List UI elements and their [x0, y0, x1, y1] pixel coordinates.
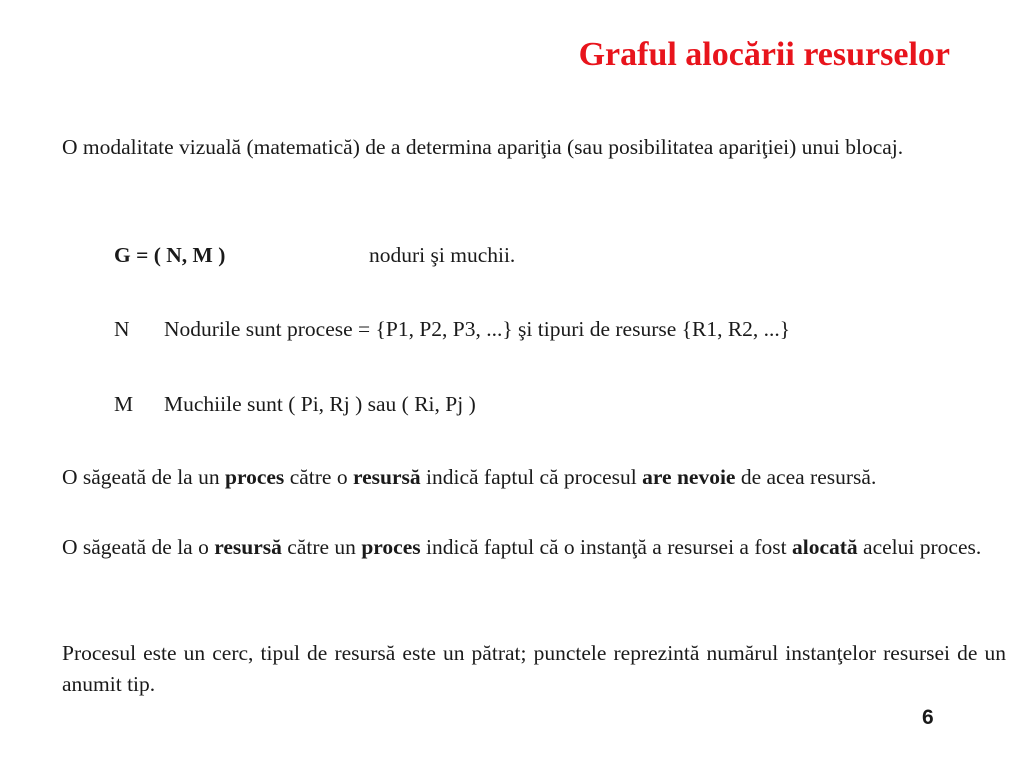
page-number: 6	[922, 706, 934, 729]
assignment-edge-text-4: acelui proces.	[857, 535, 982, 559]
assignment-edge-paragraph	[62, 532, 1006, 563]
request-edge-text-1: O săgeată de la un	[62, 465, 225, 489]
request-edge-bold-3: are nevoie	[642, 465, 736, 489]
assignment-edge-text-1: O săgeată de la o	[62, 535, 215, 559]
request-edge-paragraph	[62, 462, 1006, 493]
request-edge-text-2: către o	[284, 465, 353, 489]
edges-description: Muchiile sunt ( Pi, Rj ) sau ( Ri, Pj )	[164, 392, 476, 416]
nodes-letter: N	[114, 317, 130, 341]
request-edge-text-3: indică faptul că procesul	[420, 465, 643, 489]
request-edge-bold-2: resursă	[352, 465, 421, 489]
assignment-edge-text-2: către un	[281, 535, 362, 559]
assignment-edge-bold-1: resursă	[214, 535, 282, 559]
intro-paragraph: O modalitate vizuală (matematică) de a determina apariţia (sau posibilitatea apariţiei) unui blocaj.	[62, 135, 904, 159]
assignment-edge-bold-2: proces	[361, 535, 421, 559]
graph-definition-label: G = ( N, M )	[114, 243, 226, 267]
edges-letter: M	[114, 392, 134, 416]
assignment-edge-text-3: indică faptul că o instanţă a resursei a fost	[420, 535, 792, 559]
request-edge-bold-1: proces	[224, 465, 285, 489]
notation-paragraph: Procesul este un cerc, tipul de resursă este un pătrat; punctele reprezintă numărul instanţelor resursei de un anumit tip.	[62, 641, 1006, 696]
nodes-description: Nodurile sunt procese = {P1, P2, P3, ...} şi tipuri de resurse {R1, R2, ...}	[164, 317, 791, 341]
assignment-edge-bold-3: alocată	[791, 535, 858, 559]
graph-definition-description: noduri şi muchii.	[369, 243, 516, 267]
request-edge-text-4: de acea resursă.	[735, 465, 877, 489]
slide-title: Graful alocării resurselor	[578, 36, 950, 73]
